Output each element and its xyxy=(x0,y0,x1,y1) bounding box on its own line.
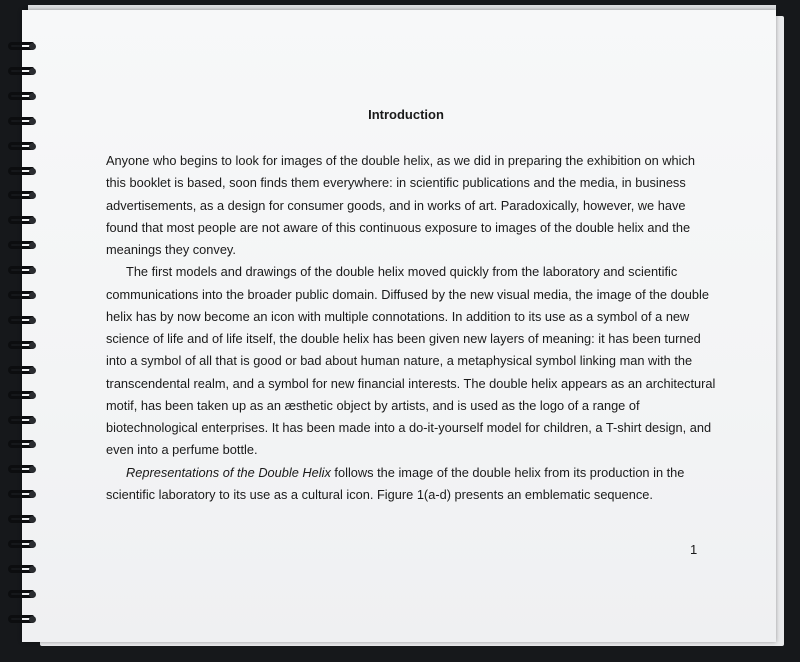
paragraph-3-text: follows the image of the double helix from its production in the scientific laboratory to its use as a cultural icon. Figure 1(a-d) presents an emblematic sequence. xyxy=(106,464,685,502)
spiral-coil xyxy=(8,588,38,601)
spiral-coil xyxy=(8,538,38,551)
spiral-coil xyxy=(8,563,38,576)
page-title: Introduction xyxy=(368,107,444,122)
paragraph-3 xyxy=(106,462,716,507)
punch-hole xyxy=(29,591,36,598)
punch-hole xyxy=(29,168,36,175)
spiral-coil xyxy=(8,438,38,451)
punch-hole xyxy=(29,616,36,623)
document-page xyxy=(22,10,776,642)
punch-hole xyxy=(29,367,36,374)
paragraph-2: The first models and drawings of the double helix moved quickly from the laboratory and scientific communications into the broader public domain. Diffused by the new visual media, the image of the double helix has by now become an icon with multiple connotations. In addition to its use as a symbol of a new science of life and of life itself, the double helix has been given new layers of meaning: it has been turned into a symbol of all that is good or bad about human nature, a metaphysical symbol linking man with the transcendental realm, and a symbol for new financial interests. The double helix appears as an architectural motif, has been taken up as an æsthetic object by artists, and is used as the logo of a range of biotechnological enterprises. It has been made into a do-it-yourself model for children, a T-shirt design, and even into a perfume bottle. xyxy=(106,264,716,458)
punch-hole xyxy=(29,491,36,498)
punch-hole xyxy=(29,317,36,324)
punch-hole xyxy=(29,118,36,125)
spiral-coil xyxy=(8,613,38,626)
spiral-coil xyxy=(8,314,38,327)
spiral-coil xyxy=(8,289,38,302)
punch-hole xyxy=(29,392,36,399)
punch-hole xyxy=(29,192,36,199)
body-text xyxy=(106,150,716,506)
punch-hole xyxy=(29,93,36,100)
punch-hole xyxy=(29,441,36,448)
paragraph-1: Anyone who begins to look for images of the double helix, as we did in preparing the exhibition on which this booklet is based, soon finds them everywhere: in scientific publications and the media, in business advertisements, as a design for consumer goods, and in works of art. Paradoxically, however, we have found that most people are not aware of this continuous exposure to images of the double helix and the meanings they convey. xyxy=(106,153,696,257)
spiral-coil xyxy=(8,513,38,526)
punch-hole xyxy=(29,417,36,424)
spiral-coil xyxy=(8,189,38,202)
punch-hole xyxy=(29,516,36,523)
punch-hole xyxy=(29,466,36,473)
punch-hole xyxy=(29,242,36,249)
book-title-italic: Representations of the Double Helix xyxy=(126,464,331,480)
spiral-coil xyxy=(8,90,38,103)
spiral-coil xyxy=(8,488,38,501)
page-number: 1 xyxy=(690,542,698,557)
punch-hole xyxy=(29,541,36,548)
punch-hole xyxy=(29,292,36,299)
punch-hole xyxy=(29,566,36,573)
spiral-coil xyxy=(8,214,38,227)
punch-hole xyxy=(29,342,36,349)
spiral-coil xyxy=(8,65,38,78)
spiral-coil xyxy=(8,339,38,352)
spiral-coil xyxy=(8,364,38,377)
spiral-coil xyxy=(8,264,38,277)
spiral-coil xyxy=(8,239,38,252)
punch-hole xyxy=(29,143,36,150)
punch-hole xyxy=(29,43,36,50)
punch-hole xyxy=(29,217,36,224)
spiral-coil xyxy=(8,463,38,476)
spiral-coil xyxy=(8,414,38,427)
spiral-coil xyxy=(8,165,38,178)
spiral-coil xyxy=(8,40,38,53)
spiral-coil xyxy=(8,389,38,402)
spiral-coil xyxy=(8,115,38,128)
punch-hole xyxy=(29,68,36,75)
spiral-coil xyxy=(8,140,38,153)
spiral-binding xyxy=(8,40,48,640)
punch-hole xyxy=(29,267,36,274)
